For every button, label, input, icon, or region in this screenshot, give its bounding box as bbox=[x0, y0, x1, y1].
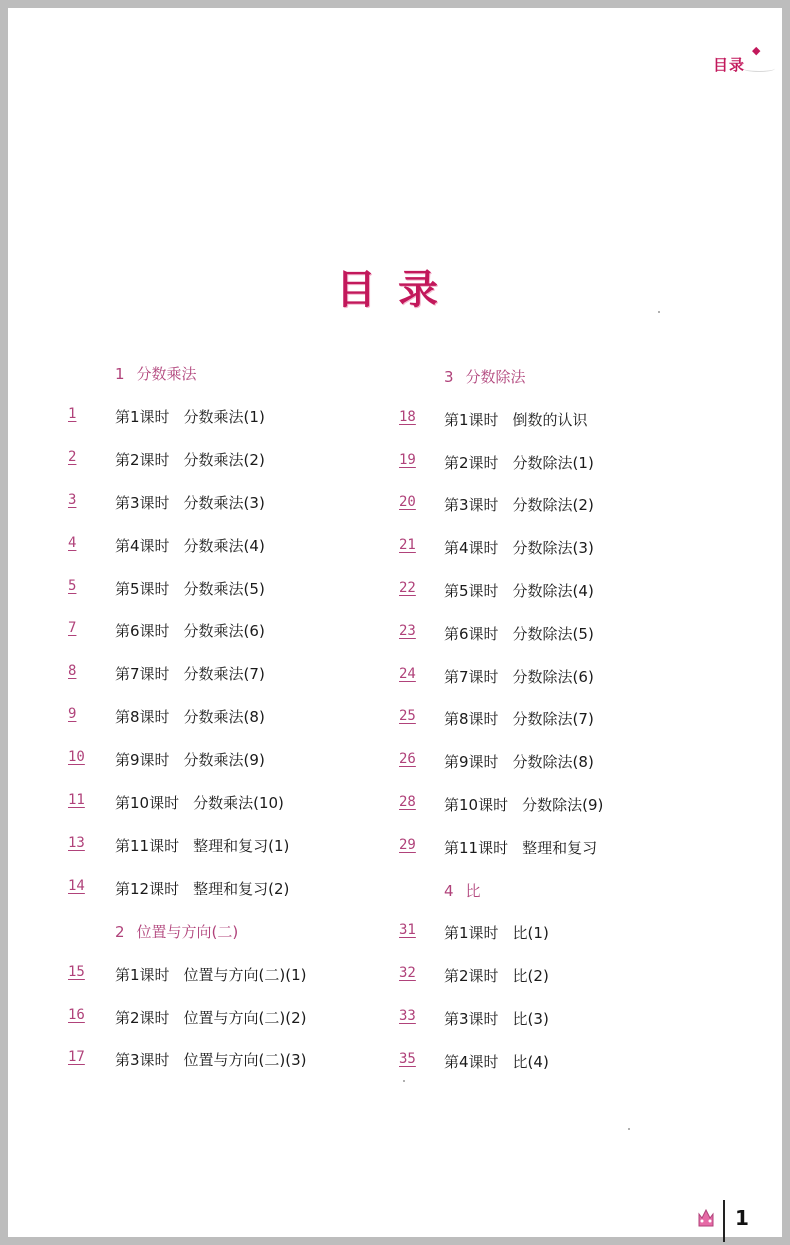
lesson-text bbox=[444, 708, 594, 729]
lesson-number: 第2课时 bbox=[115, 1008, 170, 1027]
page-title: 目录 bbox=[336, 267, 460, 313]
crown-icon bbox=[696, 1206, 716, 1228]
lesson-number: 第4课时 bbox=[115, 536, 170, 555]
lesson-number: 第10课时 bbox=[115, 794, 180, 812]
lesson-text bbox=[115, 492, 265, 513]
unit-heading bbox=[444, 880, 481, 901]
toc-page-number: 15 bbox=[68, 963, 85, 980]
lesson-topic: 分数乘法(2) bbox=[183, 450, 265, 469]
lesson-text bbox=[444, 537, 594, 558]
toc-page-number: 32 bbox=[399, 965, 416, 982]
lesson-topic: 分数乘法(10) bbox=[193, 794, 284, 812]
lesson-number: 第2课时 bbox=[444, 453, 499, 472]
lesson-text bbox=[444, 1008, 549, 1029]
lesson-text bbox=[444, 580, 594, 601]
toc-page-number: 29 bbox=[399, 836, 416, 853]
lesson-number: 第5课时 bbox=[115, 579, 170, 598]
lesson-text bbox=[444, 494, 594, 515]
star-icon: ◆ bbox=[752, 44, 761, 57]
lesson-topic: 位置与方向(二)(3) bbox=[183, 1051, 307, 1070]
lesson-number: 第6课时 bbox=[444, 624, 499, 643]
page-number: 1 bbox=[735, 1206, 749, 1230]
lesson-text bbox=[444, 751, 594, 772]
lesson-text bbox=[444, 452, 594, 473]
toc-page-number: 17 bbox=[68, 1049, 85, 1066]
lesson-text bbox=[115, 964, 307, 985]
lesson-topic: 分数除法(1) bbox=[512, 453, 594, 472]
toc-page-number: 35 bbox=[399, 1050, 416, 1067]
lesson-topic: 整理和复习(1) bbox=[193, 836, 290, 855]
footer-divider bbox=[723, 1200, 725, 1242]
lesson-text bbox=[444, 623, 594, 644]
lesson-number: 第4课时 bbox=[444, 539, 499, 558]
lesson-number: 第7课时 bbox=[115, 665, 170, 684]
lesson-text bbox=[115, 449, 265, 470]
lesson-topic: 分数除法(6) bbox=[512, 667, 594, 686]
lesson-topic: 分数乘法(7) bbox=[183, 665, 265, 684]
toc-page-number: 16 bbox=[68, 1006, 85, 1023]
lesson-text bbox=[115, 578, 265, 599]
lesson-number: 第3课时 bbox=[115, 493, 170, 512]
lesson-number: 第1课时 bbox=[115, 965, 170, 984]
lesson-number: 第8课时 bbox=[115, 708, 170, 727]
lesson-topic: 分数除法(9) bbox=[522, 796, 604, 814]
unit-heading bbox=[115, 921, 238, 942]
lesson-text bbox=[444, 794, 603, 815]
lesson-text bbox=[115, 1007, 307, 1028]
toc-page-number: 23 bbox=[399, 622, 416, 639]
lesson-text bbox=[115, 535, 265, 556]
lesson-topic: 分数乘法(1) bbox=[183, 407, 265, 426]
lesson-number: 第2课时 bbox=[115, 450, 170, 469]
lesson-text bbox=[115, 663, 265, 684]
toc-page-number: 21 bbox=[399, 537, 416, 554]
lesson-topic: 分数除法(3) bbox=[512, 539, 594, 558]
lesson-text bbox=[115, 749, 265, 770]
lesson-number: 第3课时 bbox=[115, 1051, 170, 1070]
lesson-number: 第12课时 bbox=[115, 879, 180, 898]
lesson-topic: 分数除法(5) bbox=[512, 624, 594, 643]
toc-page-number: 8 bbox=[68, 663, 77, 680]
lesson-number: 第1课时 bbox=[444, 924, 499, 943]
lesson-number: 第10课时 bbox=[444, 796, 509, 814]
toc-page-number: 18 bbox=[399, 408, 416, 425]
lesson-number: 第1课时 bbox=[115, 407, 170, 426]
toc-page-number: 24 bbox=[399, 665, 416, 682]
lesson-text bbox=[115, 620, 265, 641]
toc-page-number: 19 bbox=[399, 451, 416, 468]
toc-page-number: 22 bbox=[399, 580, 416, 596]
lesson-text bbox=[444, 1051, 549, 1072]
toc-page-number: 5 bbox=[68, 577, 77, 594]
lesson-topic: 分数乘法(3) bbox=[183, 493, 265, 512]
toc-page-number: 7 bbox=[68, 620, 77, 637]
lesson-topic: 比(3) bbox=[512, 1010, 549, 1028]
lesson-topic: 分数乘法(4) bbox=[183, 536, 265, 555]
toc-page-number: 9 bbox=[68, 706, 77, 723]
toc-page-number: 31 bbox=[399, 922, 416, 939]
toc-page-number: 2 bbox=[68, 448, 77, 465]
lesson-topic: 比(1) bbox=[512, 924, 549, 943]
lesson-topic: 比(2) bbox=[512, 967, 549, 986]
lesson-text bbox=[115, 878, 289, 899]
lesson-number: 第3课时 bbox=[444, 496, 499, 515]
lesson-text bbox=[115, 706, 265, 727]
lesson-topic: 分数乘法(6) bbox=[183, 622, 265, 641]
toc-page-number: 10 bbox=[68, 749, 85, 766]
lesson-topic: 分数除法(7) bbox=[512, 710, 594, 729]
lesson-number: 第8课时 bbox=[444, 710, 499, 729]
toc-page-number: 20 bbox=[399, 494, 416, 511]
lesson-text bbox=[444, 922, 549, 943]
toc-page-number: 4 bbox=[68, 534, 77, 551]
lesson-number: 第4课时 bbox=[444, 1052, 499, 1071]
lesson-text bbox=[444, 666, 594, 687]
lesson-text bbox=[115, 835, 289, 856]
lesson-topic: 分数乘法(9) bbox=[183, 751, 265, 770]
unit-number: 3 bbox=[444, 368, 454, 386]
lesson-topic: 分数乘法(5) bbox=[183, 579, 265, 598]
lesson-text bbox=[115, 792, 284, 813]
lesson-topic: 位置与方向(二)(2) bbox=[183, 1008, 307, 1027]
lesson-topic: 分数乘法(8) bbox=[183, 708, 265, 727]
lesson-topic: 分数除法(2) bbox=[512, 496, 594, 515]
toc-page-number: 28 bbox=[399, 794, 416, 810]
lesson-number: 第5课时 bbox=[444, 582, 499, 600]
unit-number: 4 bbox=[444, 881, 454, 900]
scan-speck bbox=[658, 311, 660, 313]
lesson-number: 第11课时 bbox=[444, 838, 509, 857]
toc-page-number: 26 bbox=[399, 751, 416, 768]
toc-page-number: 13 bbox=[68, 834, 85, 851]
unit-number: 2 bbox=[115, 922, 125, 941]
unit-label: 分数除法 bbox=[465, 368, 526, 386]
scan-speck bbox=[628, 1128, 630, 1130]
lesson-number: 第9课时 bbox=[115, 751, 170, 770]
toc-page-number: 25 bbox=[399, 708, 416, 725]
lesson-number: 第1课时 bbox=[444, 410, 499, 429]
lesson-topic: 倒数的认识 bbox=[512, 410, 588, 429]
unit-label: 分数乘法 bbox=[136, 365, 197, 383]
unit-label: 比 bbox=[465, 881, 481, 900]
toc-page-number: 11 bbox=[68, 792, 85, 808]
header-tag: 目录 bbox=[713, 56, 746, 74]
toc-page-number: 1 bbox=[68, 405, 77, 422]
lesson-topic: 比(4) bbox=[512, 1052, 549, 1071]
unit-label: 位置与方向(二) bbox=[136, 922, 239, 941]
lesson-number: 第6课时 bbox=[115, 622, 170, 641]
lesson-topic: 整理和复习(2) bbox=[193, 879, 290, 898]
unit-heading bbox=[444, 366, 526, 387]
unit-heading bbox=[115, 363, 197, 384]
lesson-text bbox=[115, 406, 265, 427]
lesson-text bbox=[444, 965, 549, 986]
lesson-number: 第3课时 bbox=[444, 1010, 499, 1028]
lesson-number: 第11课时 bbox=[115, 836, 180, 855]
lesson-topic: 位置与方向(二)(1) bbox=[183, 965, 307, 984]
lesson-number: 第7课时 bbox=[444, 667, 499, 686]
toc-page-number: 3 bbox=[68, 491, 77, 508]
lesson-topic: 分数除法(4) bbox=[512, 582, 594, 600]
toc-page bbox=[8, 8, 782, 1237]
lesson-topic: 整理和复习 bbox=[522, 838, 598, 857]
lesson-text bbox=[444, 409, 588, 430]
lesson-number: 第2课时 bbox=[444, 967, 499, 986]
lesson-text bbox=[115, 1049, 307, 1070]
lesson-topic: 分数除法(8) bbox=[512, 753, 594, 772]
scan-speck bbox=[403, 1080, 405, 1082]
lesson-number: 第9课时 bbox=[444, 753, 499, 772]
toc-page-number: 33 bbox=[399, 1008, 416, 1024]
header-swash bbox=[743, 65, 775, 72]
unit-number: 1 bbox=[115, 365, 125, 383]
lesson-text bbox=[444, 837, 597, 858]
toc-page-number: 14 bbox=[68, 877, 85, 894]
